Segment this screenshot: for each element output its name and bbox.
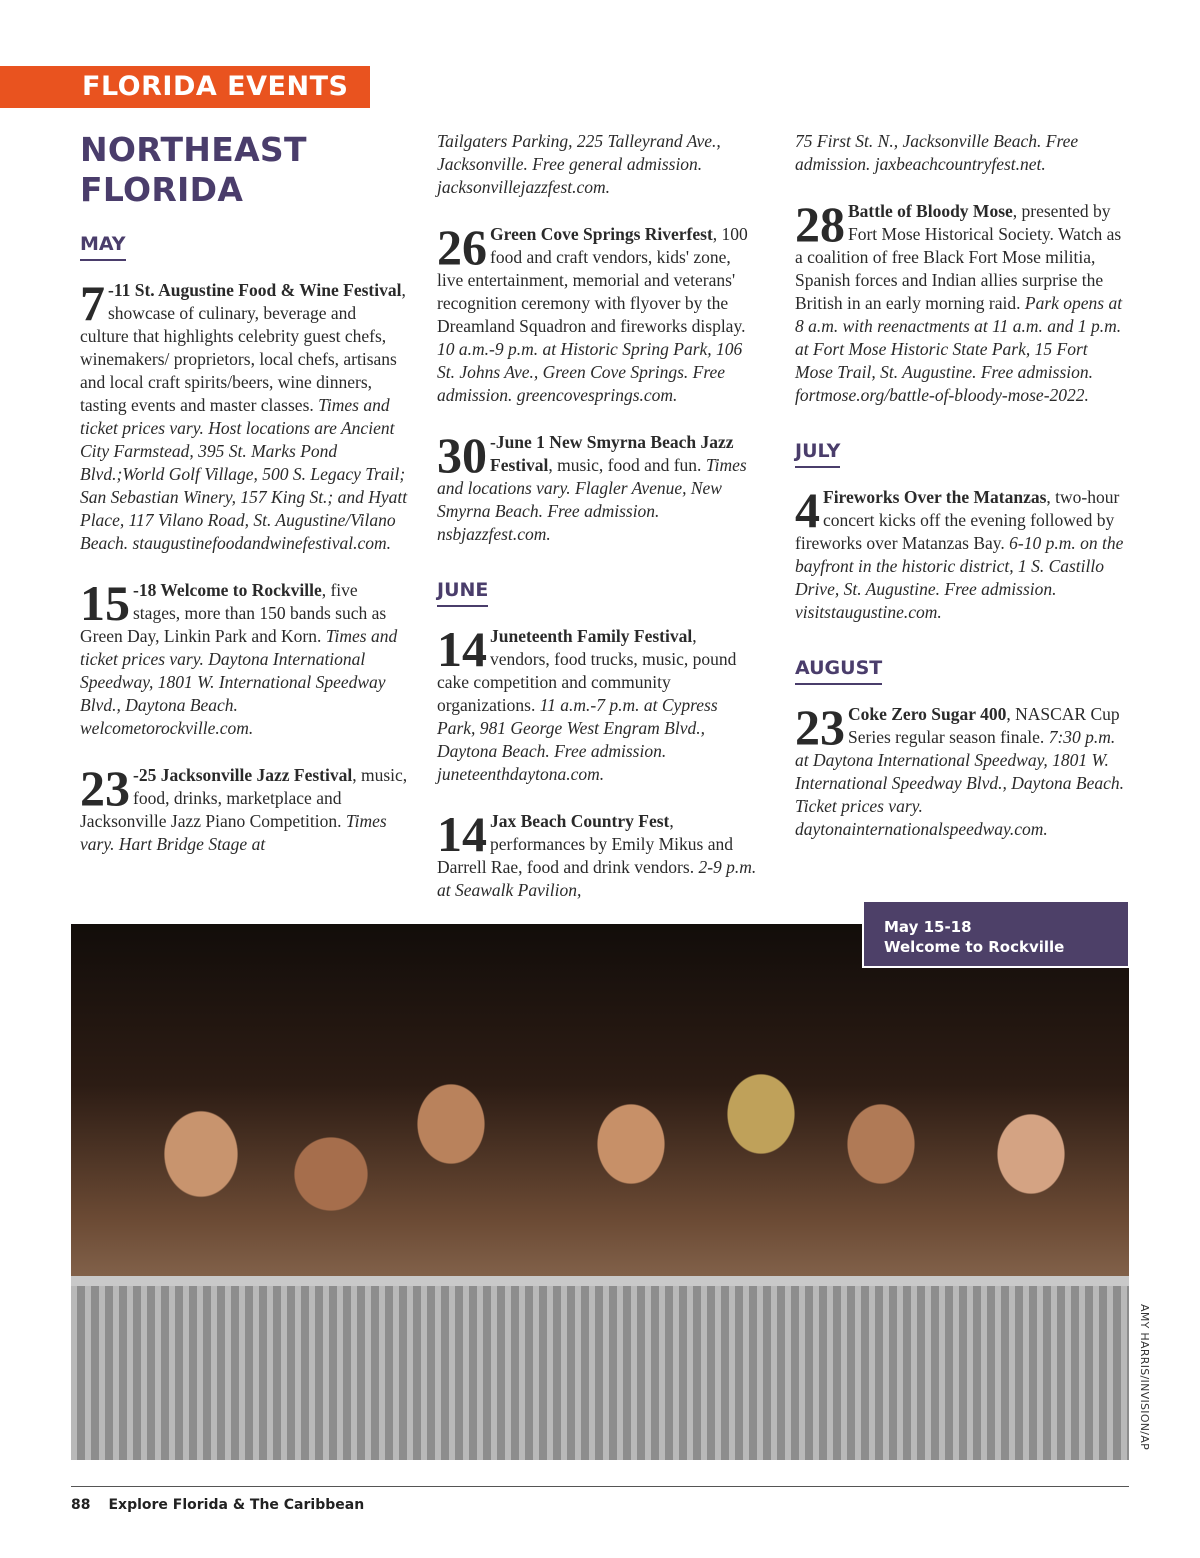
event-date-number: 14	[437, 806, 487, 862]
event-name: Jax Beach Country Fest	[490, 811, 670, 831]
event-name: Green Cove Springs Riverfest	[490, 224, 713, 244]
region-title-line-1: NORTHEAST	[80, 130, 307, 169]
photo-credit: AMY HARRIS/INVISION/AP	[1138, 1304, 1151, 1451]
event-description: , music, food and fun.	[548, 455, 702, 475]
event-name: Battle of Bloody Mose	[848, 201, 1013, 221]
event-description: , two-hour concert kicks off the evening followed by fireworks over Matanzas Bay.	[795, 487, 1120, 553]
month-heading-june: JUNE	[437, 578, 488, 607]
event-date-number: 23	[80, 760, 130, 816]
event-date-number: 23	[795, 699, 845, 755]
column-3	[795, 130, 1125, 865]
event-entry	[795, 482, 1125, 624]
event-details: 10 a.m.-9 p.m. at Historic Spring Park, 106 St. Johns Ave., Green Cove Springs. Free admission. greencovesprings.com.	[437, 339, 743, 405]
event-date-number: 30	[437, 427, 487, 483]
event-description: , performances by Emily Mikus and Darrell Rae, food and drink vendors.	[437, 811, 734, 877]
event-details: Times and ticket prices vary. Daytona International Speedway, 1801 W. International Speedway Blvd., Daytona Beach. welcometorockville.com.	[80, 626, 398, 738]
event-continuation: 75 First St. N., Jacksonville Beach. Free admission. jaxbeachcountryfest.net.	[795, 131, 1079, 174]
event-date-number: 14	[437, 621, 487, 677]
region-title-line-2: FLORIDA	[80, 170, 244, 209]
event-details: Times and locations vary. Flagler Avenue, New Smyrna Beach. Free admission. nsbjazzfest.com.	[437, 455, 747, 544]
page-footer	[71, 1497, 364, 1513]
event-continuation: Tailgaters Parking, 225 Talleyrand Ave., Jacksonville. Free general admission. jacksonvillejazzfest.com.	[437, 131, 721, 197]
event-entry	[80, 760, 408, 856]
concert-crowd-photo	[71, 924, 1129, 1460]
event-description: , showcase of culinary, beverage and culture that highlights celebrity guest chefs, winemakers/ proprietors, local chefs, artisans and local craft spirits/beers, wine dinners, tasting events and master classes.	[80, 280, 406, 415]
event-date-number: 7	[80, 275, 105, 331]
crowd-faces	[71, 1034, 1129, 1294]
month-heading-july: JULY	[795, 439, 840, 468]
event-description: , music, food, drinks, marketplace and Jacksonville Jazz Piano Competition.	[80, 765, 408, 831]
event-entry	[80, 575, 408, 740]
event-name: -11 St. Augustine Food & Wine Festival	[108, 280, 402, 300]
event-date-number: 4	[795, 482, 820, 538]
event-name: Juneteenth Family Festival	[490, 626, 693, 646]
event-description: , vendors, food trucks, music, pound cake competition and community organizations.	[437, 626, 737, 715]
section-banner: FLORIDA EVENTS	[0, 66, 370, 108]
column-2	[437, 130, 757, 926]
photo-caption-box	[862, 900, 1130, 968]
event-entry	[437, 621, 757, 786]
month-heading-august: AUGUST	[795, 656, 882, 685]
crowd-barrier	[71, 1276, 1129, 1460]
event-name: -25 Jacksonville Jazz Festival	[133, 765, 353, 785]
event-date-number: 15	[80, 575, 130, 631]
event-details: Park opens at 8 a.m. with reenactments at 11 a.m. and 1 p.m. at Fort Mose Historic State Park, 15 Fort Mose Trail, St. Augustine. Free admission. fortmose.org/battle-of-bloody-mose-2022.	[795, 293, 1123, 405]
month-heading-may: MAY	[80, 232, 126, 261]
event-name: Fireworks Over the Matanzas	[823, 487, 1047, 507]
event-entry	[80, 275, 408, 555]
event-name: Coke Zero Sugar 400	[848, 704, 1007, 724]
event-description: , five stages, more than 150 bands such as Green Day, Linkin Park and Korn.	[80, 580, 387, 646]
region-title	[80, 130, 408, 210]
footer-divider	[71, 1486, 1129, 1487]
event-entry	[437, 427, 757, 546]
photo-caption-title: Welcome to Rockville	[884, 938, 1065, 956]
magazine-title: Explore Florida & The Caribbean	[108, 1497, 365, 1513]
event-details: 6-10 p.m. on the bayfront in the historic district, 1 S. Castillo Drive, St. Augustine. Free admission. visitstaugustine.com.	[795, 533, 1124, 622]
event-details: 11 a.m.-7 p.m. at Cypress Park, 981 George West Engram Blvd., Daytona Beach. Free admission. juneteenthdaytona.com.	[437, 695, 718, 784]
event-date-number: 26	[437, 219, 487, 275]
event-name: -18 Welcome to Rockville	[133, 580, 322, 600]
event-description: , presented by Fort Mose Historical Society. Watch as a coalition of free Black Fort Mose militia, Spanish forces and Indian allies surprise the British in an early morning raid.	[795, 201, 1122, 313]
photo-caption-date: May 15-18	[884, 918, 972, 936]
event-details: 2-9 p.m. at Seawalk Pavilion,	[437, 857, 757, 900]
event-name: -June 1 New Smyrna Beach Jazz Festival	[490, 432, 734, 475]
event-details: 7:30 p.m. at Daytona International Speedway, 1801 W. International Speedway Blvd., Daytona Beach. Ticket prices vary. daytonainternationalspeedway.com.	[795, 727, 1125, 839]
event-date-number: 28	[795, 196, 845, 252]
event-details: Times vary. Hart Bridge Stage at	[80, 811, 387, 854]
event-entry	[437, 219, 757, 407]
event-description: , 100 food and craft vendors, kids' zone, live entertainment, memorial and veterans' recognition ceremony with flyover by the Dreamland Squadron and fireworks display.	[437, 224, 748, 336]
column-1	[80, 130, 408, 880]
event-entry	[795, 196, 1125, 407]
event-entry	[795, 699, 1125, 841]
event-entry	[437, 806, 757, 902]
page-number: 88	[71, 1497, 91, 1513]
event-description: , NASCAR Cup Series regular season finale.	[848, 704, 1120, 747]
event-details: Times and ticket prices vary. Host locations are Ancient City Farmstead, 395 St. Marks Pond Blvd.;World Golf Village, 500 S. Legacy Trail; San Sebastian Winery, 157 King St.; and Hyatt Place, 117 Vilano Road, St. Augustine/Vilano Beach. staugustinefoodandwinefestival.com.	[80, 395, 408, 553]
